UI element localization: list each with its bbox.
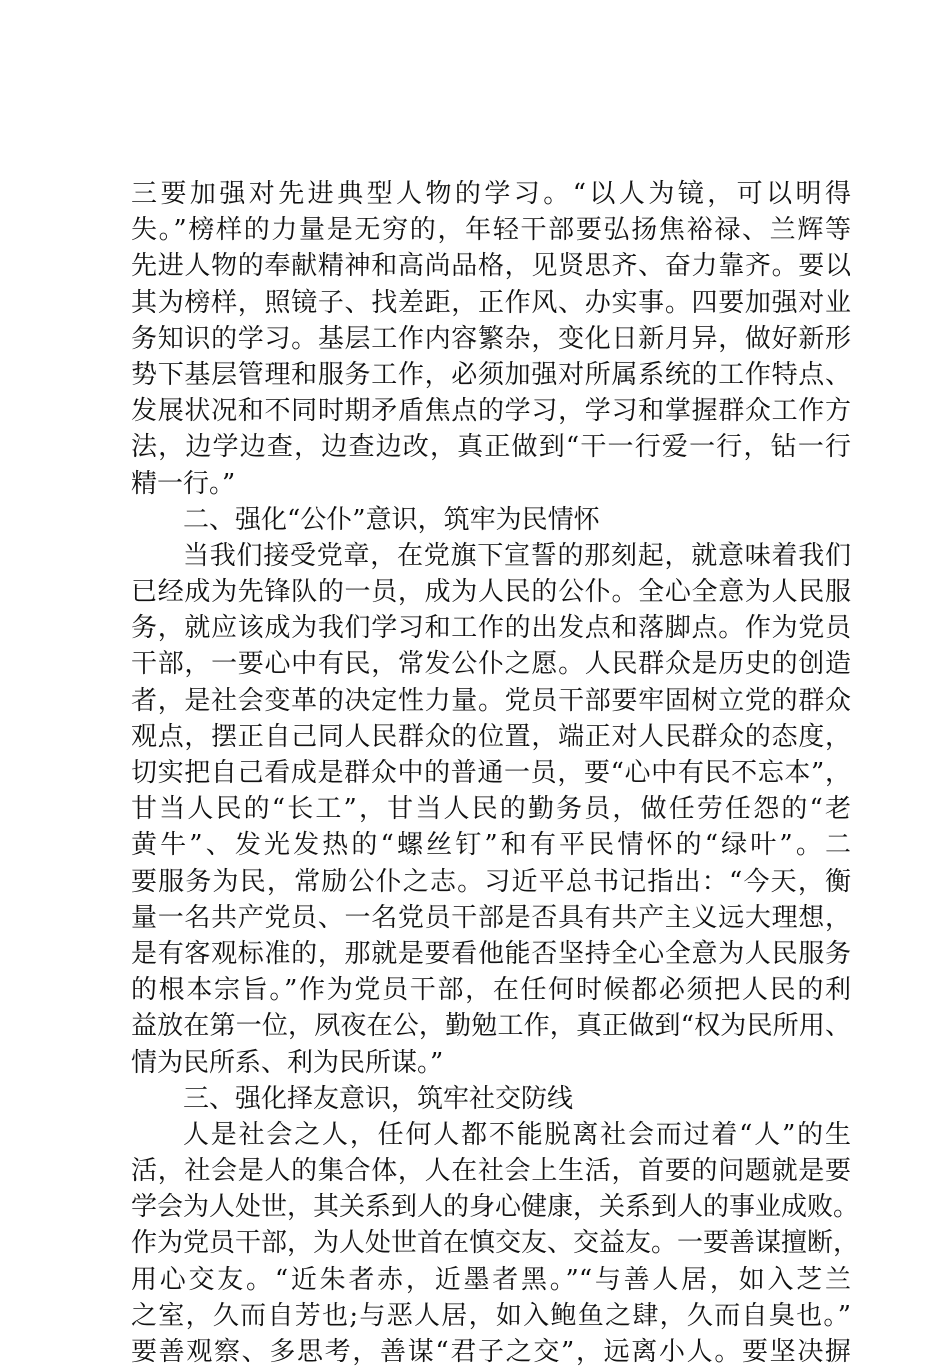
text-line: 务，就应该成为我们学习和工作的出发点和落脚点。作为党员 — [131, 613, 851, 644]
text-line: 发展状况和不同时期矛盾焦点的学习，学习和掌握群众工作方 — [131, 396, 851, 427]
text-line: 精一行。” — [131, 468, 236, 499]
section-heading: 三、强化择友意识，筑牢社交防线 — [183, 1083, 574, 1114]
text-line: 情为民所系、利为民所谋。” — [131, 1047, 444, 1078]
text-line: 失。”榜样的力量是无穷的，年轻干部要弘扬焦裕禄、兰辉等 — [131, 215, 851, 246]
text-line: 当我们接受党章，在党旗下宣誓的那刻起，就意味着我们 — [183, 540, 851, 571]
text-line: 活，社会是人的集合体，人在社会上生活，首要的问题就是要 — [131, 1156, 851, 1187]
text-line: 是有客观标准的，那就是要看他能否坚持全心全意为人民服务 — [131, 938, 851, 969]
text-line: 已经成为先锋队的一员，成为人民的公仆。全心全意为人民服 — [131, 577, 851, 608]
text-line: 三要加强对先进典型人物的学习。“以人为镜，可以明得 — [131, 179, 851, 209]
text-line: 量一名共产党员、一名党员干部是否具有共产主义远大理想， — [131, 902, 851, 933]
text-line: 黄牛”、发光发热的“螺丝钉”和有平民情怀的“绿叶”。二 — [131, 830, 851, 861]
text-line: 观点，摆正自己同人民群众的位置，端正对人民群众的态度， — [131, 721, 851, 752]
text-line: 要服务为民，常励公仆之志。习近平总书记指出：“今天，衡 — [131, 866, 851, 897]
text-line: 要善观察、多思考，善谋“君子之交”，远离小人。要坚决摒 — [131, 1337, 851, 1367]
text-line: 益放在第一位，夙夜在公，勤勉工作，真正做到“权为民所用、 — [131, 1011, 851, 1042]
text-line: 作为党员干部，为人处世首在慎交友、交益友。一要善谋擅断， — [131, 1228, 860, 1259]
text-line: 务知识的学习。基层工作内容繁杂，变化日新月异，做好新形 — [131, 323, 851, 354]
text-line: 用心交友。“近朱者赤，近墨者黑。”“与善人居，如入芝兰 — [131, 1264, 851, 1295]
text-line: 的根本宗旨。”作为党员干部，在任何时候都必须把人民的利 — [131, 975, 851, 1006]
text-line: 人是社会之人，任何人都不能脱离社会而过着“人”的生 — [183, 1119, 851, 1150]
text-line: 先进人物的奉献精神和高尚品格，见贤思齐、奋力靠齐。要以 — [131, 251, 851, 282]
text-line: 干部，一要心中有民，常发公仆之愿。人民群众是历史的创造 — [131, 649, 851, 680]
text-line: 甘当人民的“长工”，甘当人民的勤务员，做任劳任怨的“老 — [131, 794, 851, 825]
text-line: 切实把自己看成是群众中的普通一员，要“心中有民不忘本”， — [131, 758, 851, 788]
text-line: 其为榜样，照镜子、找差距，正作风、办实事。四要加强对业 — [131, 287, 851, 318]
text-line: 学会为人处世，其关系到人的身心健康，关系到人的事业成败。 — [131, 1192, 860, 1223]
text-line: 法，边学边查，边查边改，真正做到“干一行爱一行，钻一行 — [131, 432, 851, 463]
section-heading: 二、强化“公仆”意识，筑牢为民情怀 — [183, 504, 600, 535]
body-text — [131, 176, 860, 1370]
text-line: 者，是社会变革的决定性力量。党员干部要牢固树立党的群众 — [131, 685, 851, 716]
text-line: 势下基层管理和服务工作，必须加强对所属系统的工作特点、 — [131, 359, 851, 390]
text-line: 之室，久而自芳也;与恶人居，如入鲍鱼之肆，久而自臭也。” — [131, 1300, 851, 1331]
